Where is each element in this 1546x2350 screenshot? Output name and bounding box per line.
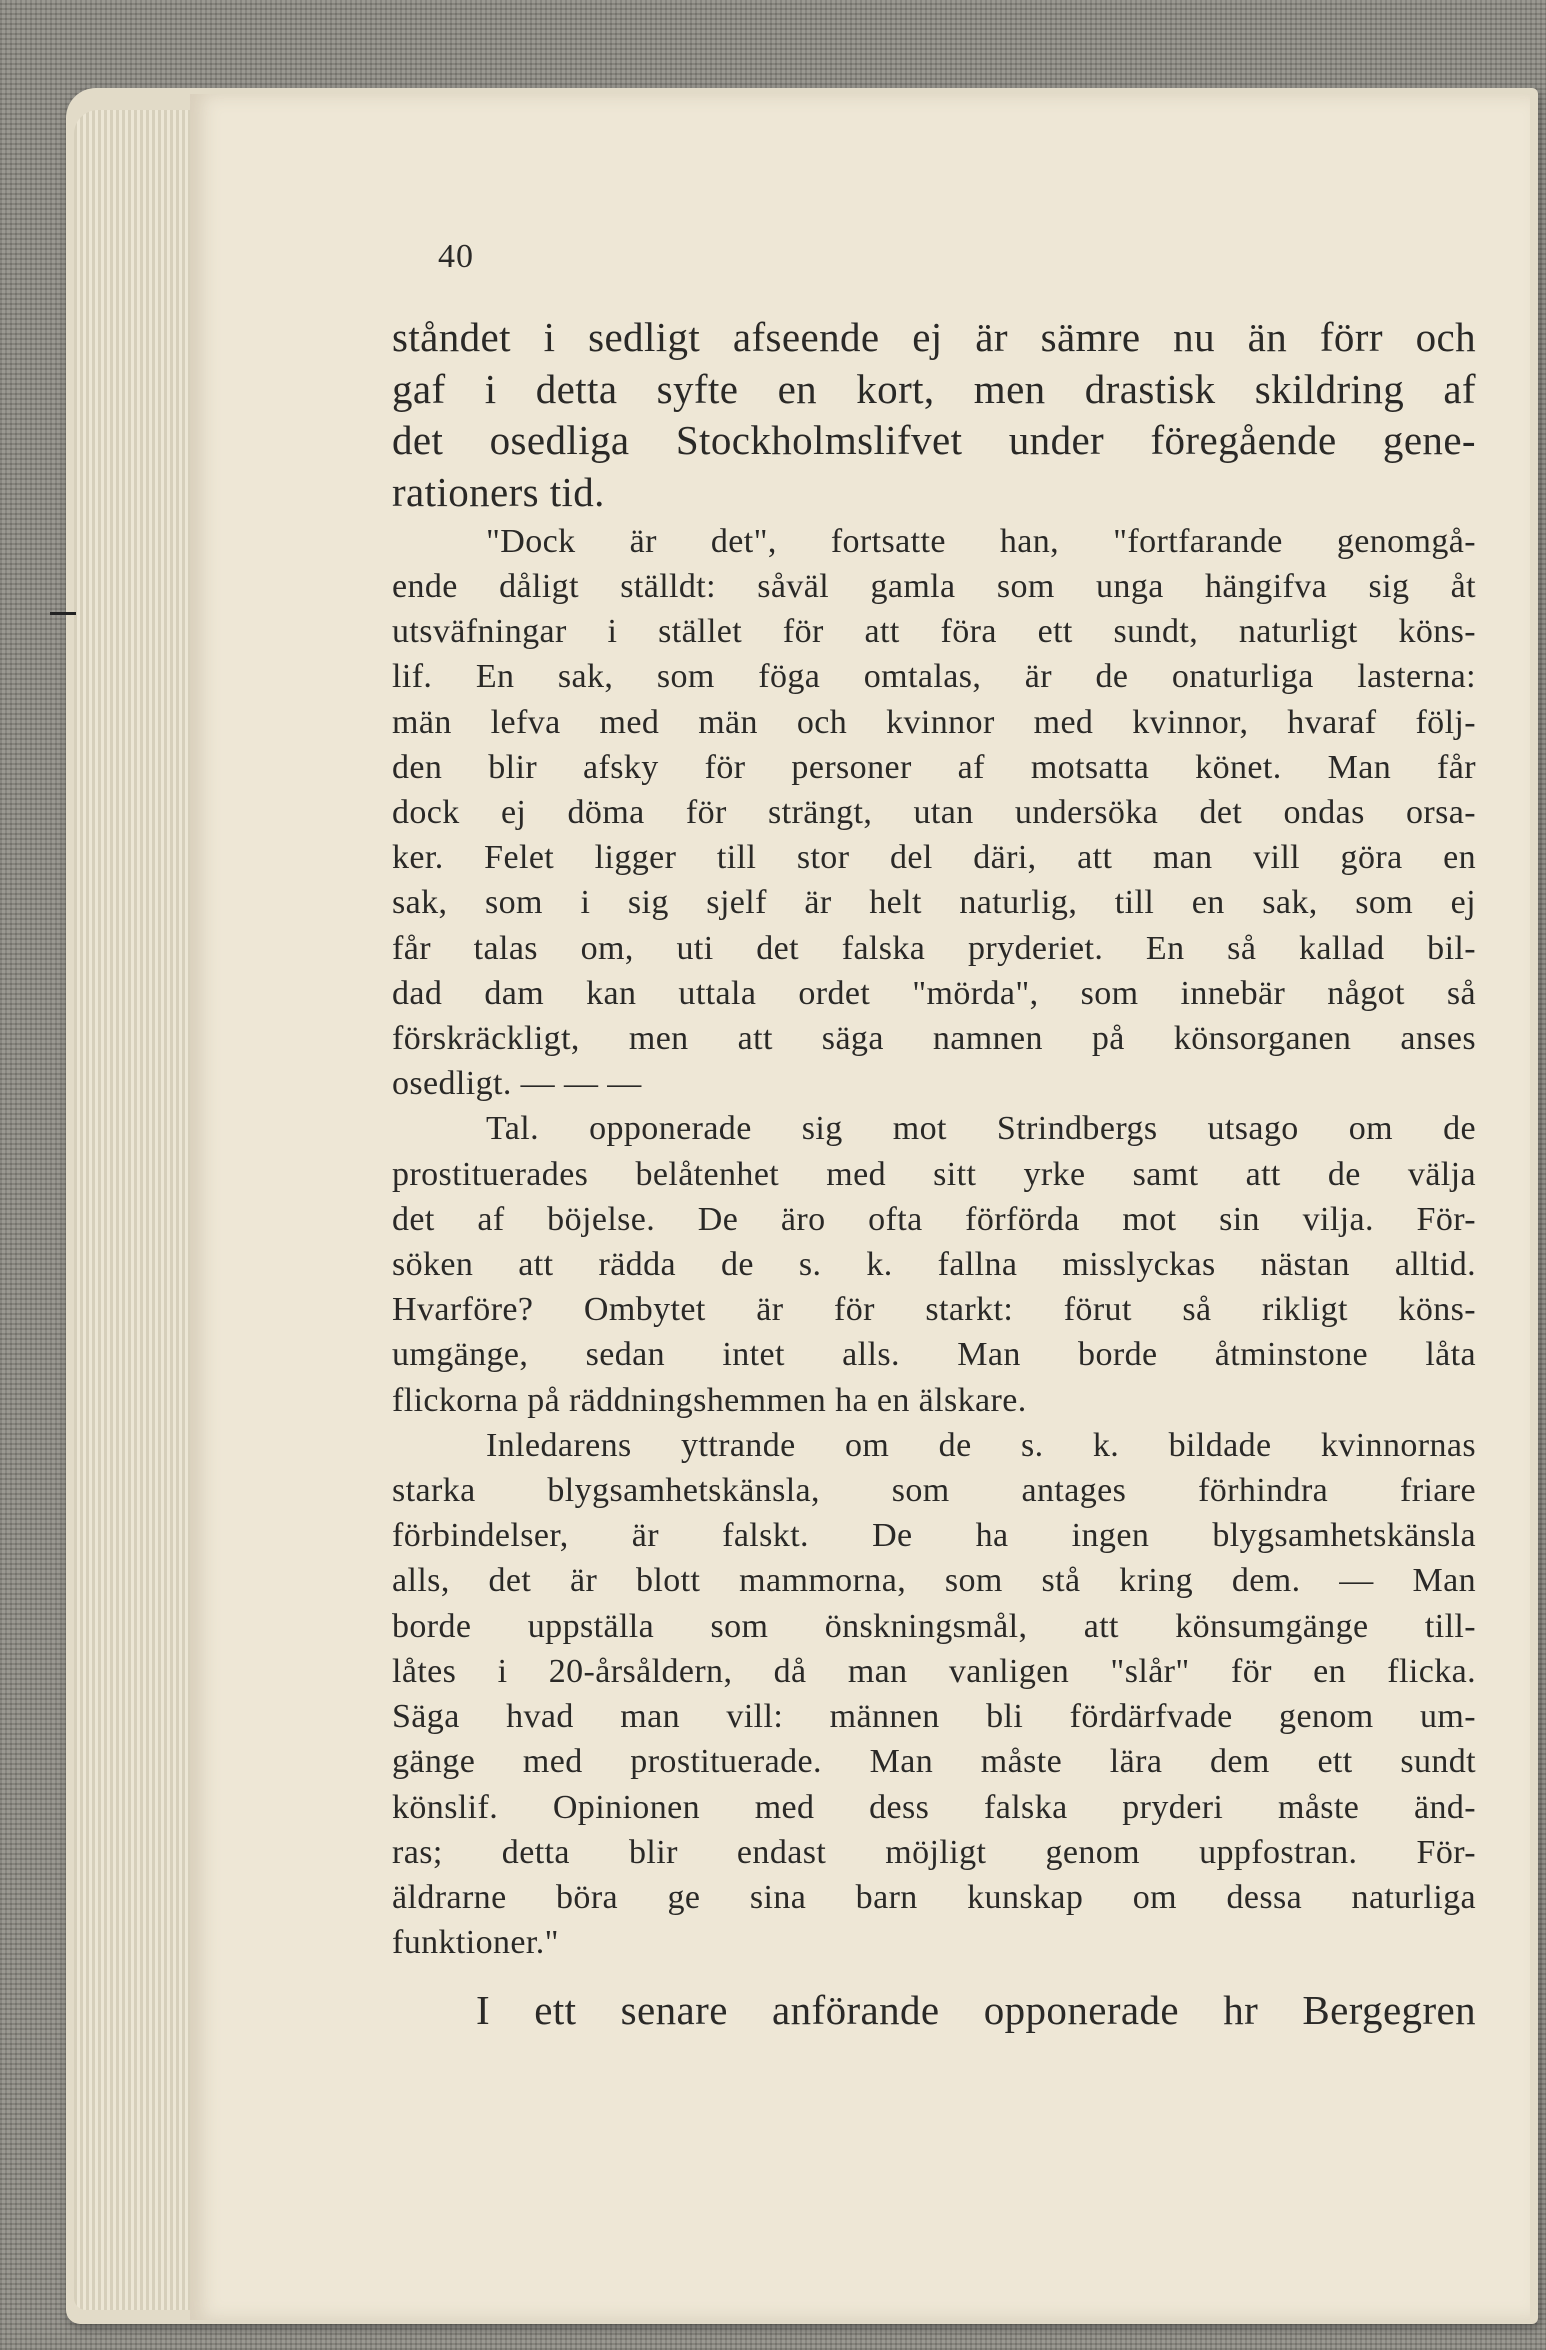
text-line: borde uppställa som önskningsmål, att könsumgänge till- (392, 1607, 1476, 1645)
text-line: Säga hvad man vill: männen bli fördärfvade genom um- (392, 1698, 1476, 1736)
text-line: söken att rädda de s. k. fallna misslyckas nästan alltid. (392, 1246, 1476, 1284)
paragraph-1 (392, 312, 1476, 519)
paragraph-2 (392, 519, 1476, 1107)
text-line: gänge med prostituerade. Man måste lära dem ett sundt (392, 1743, 1476, 1781)
text-line: funktioner." (392, 1924, 559, 1962)
text-line: det osedliga Stockholmslifvet under föregående gene- (392, 417, 1476, 464)
text-line: det af böjelse. De äro ofta förförda mot sin vilja. För- (392, 1200, 1476, 1238)
text-line: prostituerades belåtenhet med sitt yrke samt att de välja (392, 1155, 1476, 1193)
text-line: alls, det är blott mammorna, som stå kring dem. — Man (392, 1562, 1476, 1600)
text-line: "Dock är det", fortsatte han, "fortfarande genomgå- (486, 522, 1476, 560)
text-line: förbindelser, är falskt. De ha ingen blygsamhetskänsla (392, 1517, 1476, 1555)
text-line: ståndet i sedligt afseende ej är sämre nu än förr och (392, 314, 1476, 360)
text-line: får talas om, uti det falska pryderiet. En så kallad bil- (392, 929, 1476, 967)
text-line: osedligt. — — — (392, 1065, 642, 1103)
text-line: I ett senare anförande opponerade hr Bergegren (476, 1987, 1476, 2034)
text-line: rationers tid. (392, 469, 605, 516)
text-line: förskräckligt, men att säga namnen på könsorganen anses (392, 1020, 1476, 1058)
text-line: starka blygsamhetskänsla, som antages förhindra friare (392, 1472, 1476, 1510)
text-line: gaf i detta syfte en kort, men drastisk skildring af (392, 365, 1476, 412)
paragraph-3 (392, 1106, 1476, 1422)
text-line: flickorna på räddningshemmen ha en älskare. (392, 1381, 1027, 1419)
text-line: umgänge, sedan intet alls. Man borde åtminstone låta (392, 1336, 1476, 1374)
page-number: 40 (438, 238, 474, 275)
text-line: Inledarens yttrande om de s. k. bildade kvinnornas (486, 1426, 1476, 1464)
text-line: dock ej döma för strängt, utan undersöka det ondas orsa- (392, 794, 1476, 832)
text-line: Hvarföre? Ombytet är för starkt: förut så rikligt köns- (392, 1291, 1476, 1329)
text-line: den blir afsky för personer af motsatta könet. Man får (392, 748, 1476, 786)
paragraph-4 (392, 1423, 1476, 1965)
spine-mark (50, 612, 76, 615)
text-line: utsväfningar i stället för att föra ett sundt, naturligt köns- (392, 613, 1476, 651)
text-line: dad dam kan uttala ordet "mörda", som innebär något så (392, 974, 1476, 1012)
text-line: ende dåligt ställdt: såväl gamla som unga hängifva sig åt (392, 568, 1476, 606)
text-line: ras; detta blir endast möjligt genom uppfostran. För- (392, 1833, 1476, 1871)
body-text (392, 312, 1476, 2037)
text-line: äldrarne böra ge sina barn kunskap om dessa naturliga (392, 1878, 1476, 1916)
text-line: Tal. opponerade sig mot Strindbergs utsago om de (486, 1110, 1476, 1148)
text-line: låtes i 20-årsåldern, då man vanligen "slår" för en flicka. (392, 1652, 1476, 1690)
page-edges (74, 110, 192, 2310)
text-line: lif. En sak, som föga omtalas, är de onaturliga lasterna: (392, 658, 1476, 696)
text-line: ker. Felet ligger till stor del däri, att man vill göra en (392, 839, 1476, 877)
text-line: sak, som i sig sjelf är helt naturlig, till en sak, som ej (392, 884, 1476, 922)
text-line: män lefva med män och kvinnor med kvinnor, hvaraf följ- (392, 703, 1476, 741)
text-line: könslif. Opinionen med dess falska pryderi måste änd- (392, 1788, 1476, 1826)
